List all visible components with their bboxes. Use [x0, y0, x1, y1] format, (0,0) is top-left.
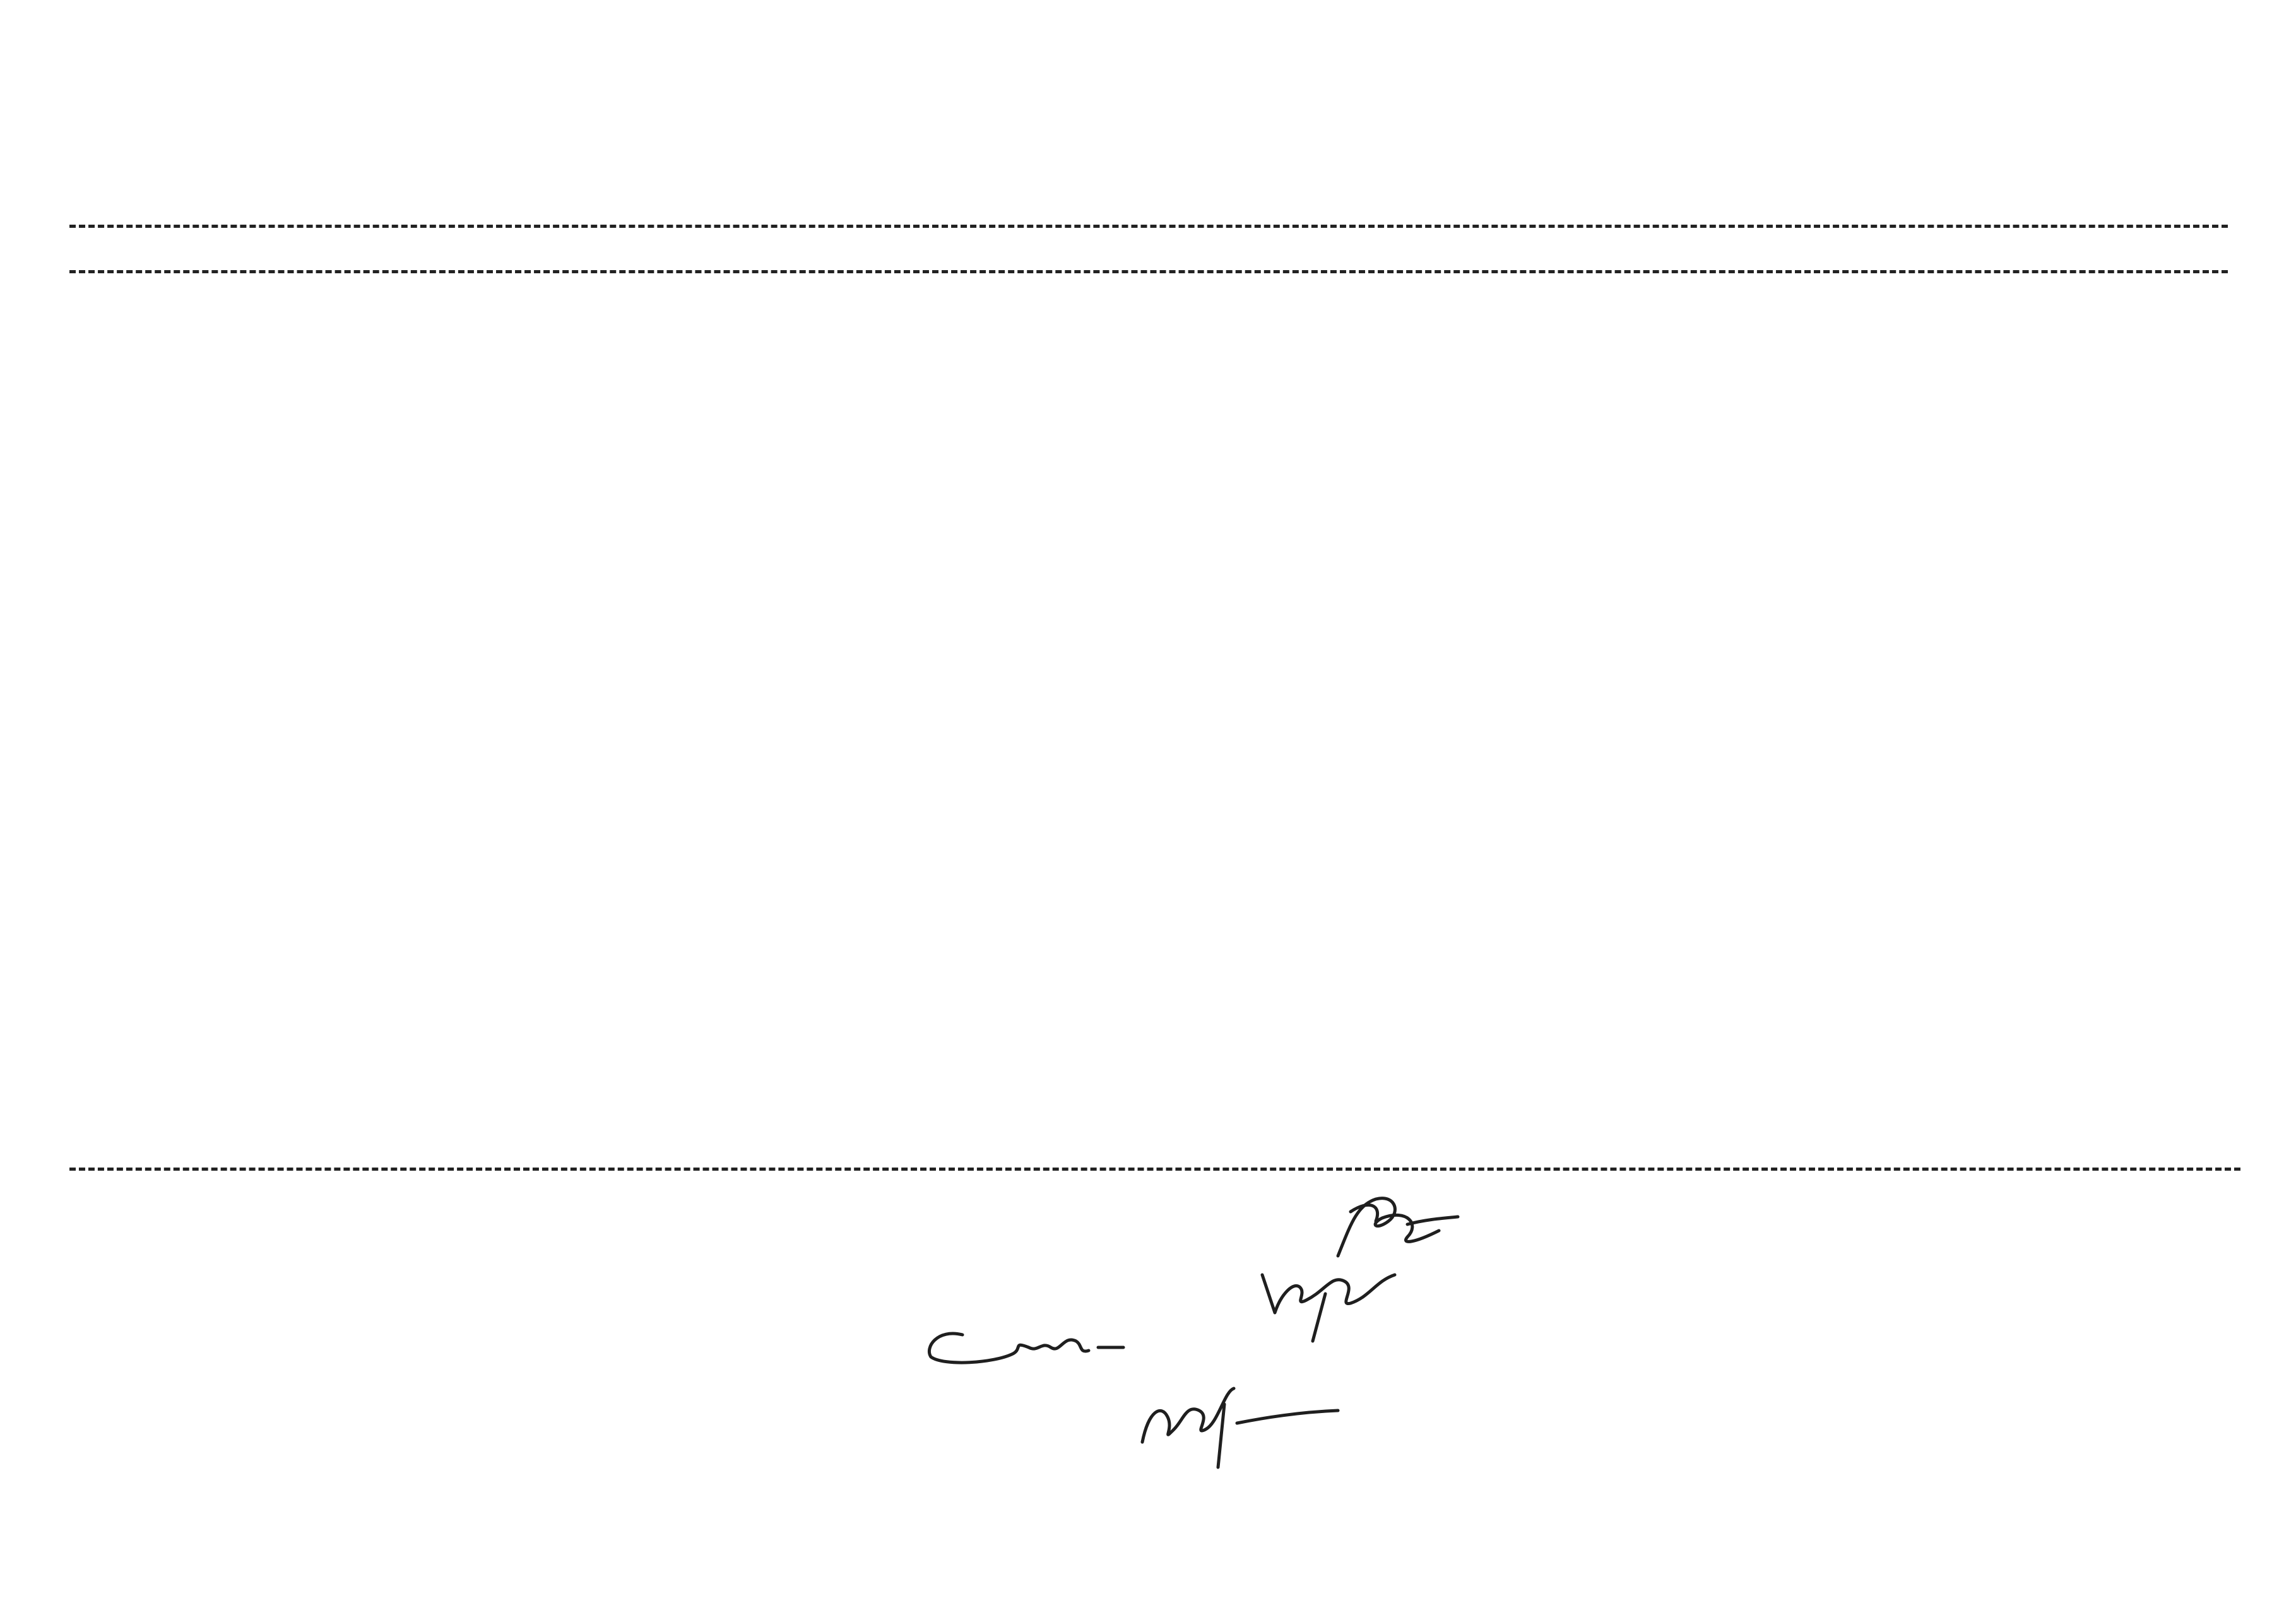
table-row	[0, 428, 2296, 491]
table-row	[0, 586, 2296, 617]
signature-group-head	[1250, 1256, 1414, 1344]
signature-checker	[1130, 1366, 1344, 1474]
table-row	[0, 998, 2296, 1030]
column-numbers-underline	[69, 270, 2228, 273]
table-row	[0, 778, 2296, 841]
table-row	[0, 841, 2296, 872]
table-row	[0, 491, 2296, 554]
top-rule	[69, 225, 2228, 228]
column-header-row	[0, 237, 2296, 270]
table-row	[0, 935, 2296, 998]
signature-compiler	[918, 1322, 1133, 1373]
table-row	[0, 554, 2296, 586]
table-row	[0, 396, 2296, 428]
table-row	[0, 617, 2296, 680]
table-row	[0, 365, 2296, 396]
table-row	[0, 1030, 2296, 1062]
bottom-rule	[69, 1168, 2240, 1171]
table-row	[0, 904, 2296, 935]
table-row	[0, 872, 2296, 904]
